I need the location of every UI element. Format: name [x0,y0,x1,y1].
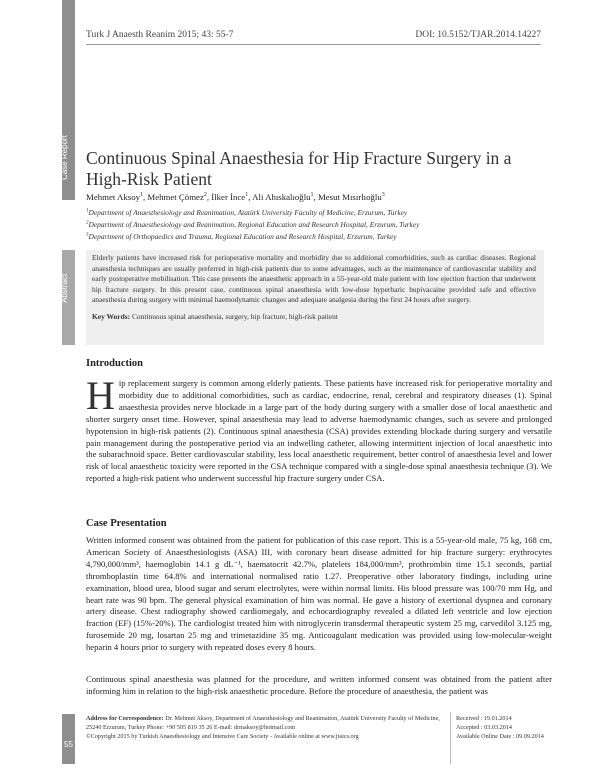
case-presentation-paragraph: Written informed consent was obtained from the patient for publication of this case report. This is a 55-year-old male, 75 kg, 168 cm, American Society of Anaesthesiologists (ASA) III, with coronary heart disease admitted for hip fracture surgery: erythrocytes 4,790,000/mm³, haemoglobin 14.1 g dL⁻¹, haematocrit 42.7%, platelets 184,000/mm³, prothrombin time 15.1 seconds, partial thromboplastin time 64.8% and international normalised ratio 1.27. Preoperative other laboratory findings, including urine examination, blood urea, blood sugar and serum electrolytes, were within normal limits. His blood pressure was 100/70 mm Hg, and heart rate was 90 bpm. The general physical examination of him was normal. He gave a history of exertional dyspnea and coronary artery disease. Chest radiography showed cardiomegaly, and echocardiography revealed a dilated left ventricle and low ejection fraction (EF) (15%-20%). The cardiologist treated him with nitroglycerin transdermal therapeutic system 25 mg, carvedilol 3.125 mg, furosemide 20 mg, losartan 25 mg and trimetazidine 35 mg. Anticoagulant medication was provided using low-molecular-weight heparin 4 hours prior to surgery with repeated doses every 8 hours. [86,535,552,653]
author: İlker İnce$^1$ [211,192,249,202]
copyright: ©Copyright 2015 by Turkish Anaesthesiology and Intensive Care Society - Available online at www.jtaics.org [86,733,359,741]
affiliation: $^2$Department of Anaesthesiology and Reanimation, Regional Education and Research Hospital, Erzurum, Turkey [86,220,420,229]
received-date: Received : 19.01.2014 [456,715,512,722]
case-presentation-paragraph: Continuous spinal anaesthesia was planned for the procedure, and written informed consent was obtained from the patient after informing him in relation to the high-risk anaesthetic procedure. Before the procedure of anaesthesia, the patient was [86,674,552,696]
drop-cap: H [86,373,115,418]
case-report-label: Case Report [60,135,69,181]
doi: DOI: 10.5152/TJAR.2014.14227 [415,30,541,40]
abstract-box [86,250,544,345]
author: Mesut Mısırlıoğlu$^3$ [317,192,385,202]
case-presentation-heading: Case Presentation [86,518,167,529]
journal-citation: Turk J Anaesth Reanim 2015; 43: 55-7 [86,30,234,40]
keywords: Key Words: Continuous spinal anaesthesia, surgery, hip fracture, high-risk patient [92,311,338,321]
author: Mehmet Aksoy$^1$ [86,192,144,202]
article-title: Continuous Spinal Anaesthesia for Hip Fracture Surgery in a High-Risk Patient [86,148,512,189]
accepted-date: Accepted : 03.03.2014 [456,724,513,732]
introduction-text: Hip replacement surgery is common among elderly patients. These patients have increased risk for perioperative mortality and morbidity due to additional comorbidities, such as cardiac, endocrine, renal, cerebral and respiratory diseases (1). Spinal anaesthesia provides nerve blockade in a large part of the body during surgery with a smaller dose of local anaesthetic and shorter surgery onset time. However, spinal anaesthesia may lead to adverse haemodynamic changes, such as severe and prolonged hypotension in high-risk patients (2). Continuous spinal anaesthesia (CSA) provides extending blockade during surgery and versatile pain management during the postoperative period via an indwelling catheter, allowing intermittent injection of local anaesthetic into the subarachnoid space. Better cardiovascular stability, less local anaesthetic requirement, better control of anaesthesia level and lower risk of local anaesthetic toxicity were reported in the CSA technique compared with a single-dose spinal anaesthesia technique (3). We reported a high-risk patient who underwent successful hip fracture surgery under CSA. [86,373,552,484]
affiliation: $^3$Department of Orthopaedics and Trauma, Regional Education and Research Hospital, Erzurum, Turkey [86,232,397,241]
author: Ali Ahıskalıoğlu$^1$ [252,192,314,202]
dates-block [456,714,551,742]
footer-divider [450,712,451,764]
abstract-label: Abstract [60,273,69,303]
introduction-heading: Introduction [86,358,143,369]
abstract-text: Elderly patients have increased risk for perioperative mortality and morbidity due to additional comorbidities, such as cardiac diseases. Regional anaesthesia techniques are usually preferred in high-risk patients due to some advantages, such as the maintenance of cardiovascular stability and early postoperative mobilisation. This case presents the anaesthetic approach in a 55-year-old male patient with low ejection fraction that underwent hip fracture surgery. In this present case, continuous spinal anaesthesia with low-dose hyperbaric bupivacaine provided safe and effective anaesthesia during surgery with minimal haemodynamic changes and adequate analgesia during the first 24 hours after surgery. [92,253,536,304]
affiliation: $^1$Department of Anaesthesiology and Reanimation, Atatürk University Faculty of Medicine, Erzurum, Turkey [86,208,408,217]
author: Mehmet Çömez$^2$ [147,192,207,202]
author-list: Mehmet Aksoy$^1$, Mehmet Çömez$^2$, İlker İnce$^1$, Ali Ahıskalıoğlu$^1$, Mesut Mısırlıoğlu$^3$ [86,192,385,202]
page-number: 55 [64,740,73,749]
running-header [86,30,541,40]
online-date: Available Online Date : 09.09.2014 [456,733,544,741]
footer-side-bar [62,714,75,764]
correspondence-block: Address for Correspondence: Dr. Mehmet Aksoy, Department of Anaesthesiology and Reanimation, Atatürk University Faculty of Medicine, 25240 Erzurum, Turkey Phone: +90 505 819 35 26 E-mail: drmaksoy@hotmail.com ©Copyright 2015 by Turkish Anaesthesiology and Intensive Care Society - Available online at www.jtaics.org [86,714,446,742]
header-rule [86,44,541,45]
